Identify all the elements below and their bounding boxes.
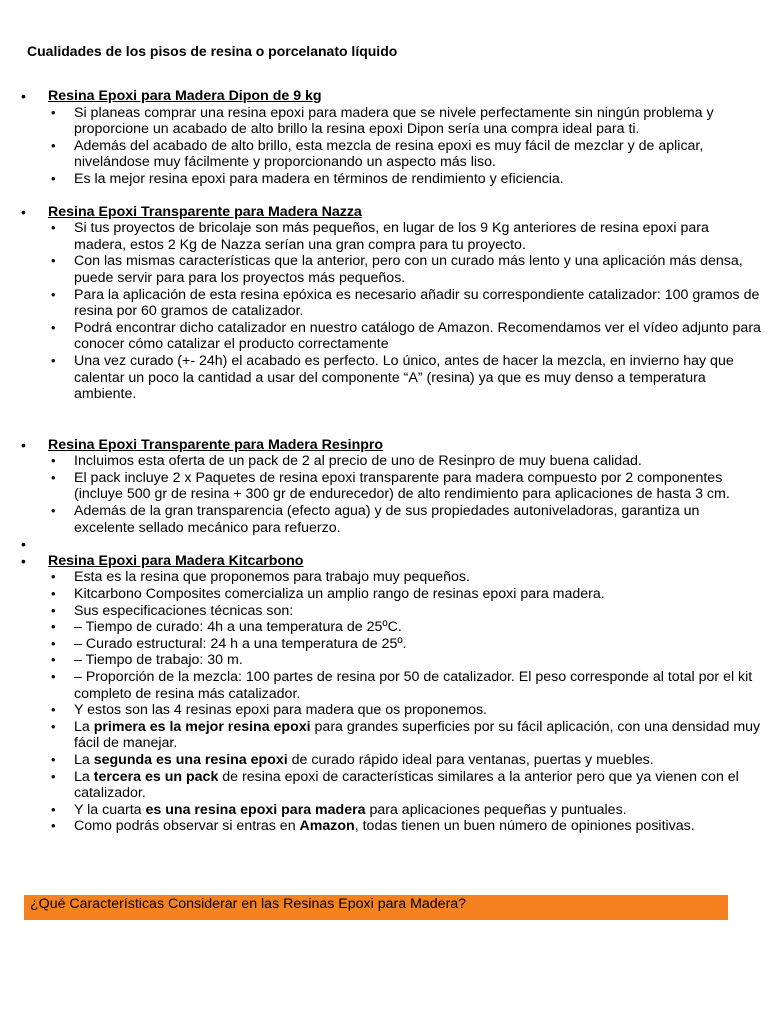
document-title: Cualidades de los pisos de resina o porcelanato líquido — [27, 43, 398, 59]
item-text: La — [74, 768, 94, 785]
list-item: • Una vez curado (+- 24h) el acabado es perfecto. Lo único, antes de hacer la mezcla, en invierno hay que calentar un poco la cantidad a usar del componente “A” (resina) ya que es muy denso a temperatura ambiente. — [48, 353, 762, 403]
list-item — [48, 752, 762, 769]
item-bold-text: Amazon — [299, 818, 355, 835]
item-text: de curado rápido ideal para ventanas, puertas y muebles. — [287, 751, 654, 768]
section-list — [0, 88, 768, 835]
list-item: • Además del acabado de alto brillo, esta mezcla de resina epoxi es muy fácil de mezclar y de aplicar, nivelándose muy fácilmente y proporcionando un aspecto más liso. — [48, 138, 762, 171]
list-item — [48, 769, 762, 802]
item-text: La — [74, 718, 94, 735]
list-item: • – Tiempo de trabajo: 30 m. — [48, 652, 762, 669]
item-text: Como podrás observar si entras en — [74, 818, 300, 835]
section-dipon — [0, 88, 768, 188]
section-nazza — [0, 204, 768, 403]
item-bold-text: tercera es un pack — [93, 768, 219, 785]
document-body — [0, 88, 768, 835]
highlight-heading-text: ¿Qué Características Considerar en las Resinas Epoxi para Madera? — [30, 896, 467, 912]
section-title: Resina Epoxi Transparente para Madera Nazza — [48, 203, 362, 220]
item-bold-text: primera es la mejor resina epoxi — [93, 718, 311, 735]
list-item: • Esta es la resina que proponemos para trabajo muy pequeños. — [48, 569, 762, 586]
list-item — [48, 719, 762, 752]
list-item — [48, 802, 762, 819]
list-item: • Para la aplicación de esta resina epóxica es necesario añadir su correspondiente catalizador: 100 gramos de resina por 60 gramos de catalizador. — [48, 287, 762, 320]
list-item: • Con las mismas características que la anterior, pero con un curado más lento y una aplicación más densa, puede servir para para los proyectos más pequeños. — [48, 253, 762, 286]
section-title: Resina Epoxi para Madera Kitcarbono — [48, 552, 304, 569]
list-item: • Kitcarbono Composites comercializa un amplio rango de resinas epoxi para madera. — [48, 586, 762, 603]
section-kitcarbono — [0, 553, 768, 835]
item-bold-text: es una resina epoxi para madera — [145, 801, 366, 818]
list-item: • Podrá encontrar dicho catalizador en nuestro catálogo de Amazon. Recomendamos ver el vídeo adjunto para conocer cómo catalizar el producto correctamente — [48, 320, 762, 353]
list-item: • Si tus proyectos de bricolaje son más pequeños, en lugar de los 9 Kg anteriores de resina epoxi para madera, estos 2 Kg de Nazza serían una gran compra para tu proyecto. — [48, 220, 762, 253]
list-item: • Si planeas comprar una resina epoxi para madera que se nivele perfectamente sin ningún problema y proporcione un acabado de alto brillo la resina epoxi Dipon sería una compra ideal para ti. — [48, 105, 762, 138]
item-text: de resina epoxi de características similares a la anterior pero que ya vienen con el catalizador. — [74, 768, 739, 802]
item-text: La — [74, 751, 94, 768]
list-item: • Es la mejor resina epoxi para madera en términos de rendimiento y eficiencia. — [48, 171, 762, 188]
section-items — [48, 569, 768, 835]
list-item: • El pack incluye 2 x Paquetes de resina epoxi transparente para madera compuesto por 2 componentes (incluye 500 gr de resina + 300 gr de endurecedor) de alto rendimiento para aplicaciones de hasta 3 cm. — [48, 470, 762, 503]
section-items — [48, 453, 768, 536]
section-title: Resina Epoxi para Madera Dipon de 9 kg — [48, 88, 322, 104]
item-text: , todas tienen un buen número de opiniones positivas. — [354, 818, 695, 835]
section-empty-bullet — [0, 536, 768, 553]
item-text: Y la cuarta — [74, 801, 146, 818]
section-items — [48, 105, 768, 188]
list-item: • Sus especificaciones técnicas son: — [48, 603, 762, 620]
section-resinpro — [0, 437, 768, 537]
section-items — [48, 220, 768, 403]
list-item: • Y estos son las 4 resinas epoxi para madera que os proponemos. — [48, 702, 762, 719]
item-text: para aplicaciones pequeñas y puntuales. — [365, 801, 627, 818]
item-bold-text: segunda es una resina epoxi — [93, 751, 288, 768]
list-item: • – Proporción de la mezcla: 100 partes de resina por 50 de catalizador. El peso corresponde al total por el kit completo de resina más catalizador. — [48, 669, 762, 702]
section-title: Resina Epoxi Transparente para Madera Resinpro — [48, 436, 384, 453]
list-item: • – Curado estructural: 24 h a una temperatura de 25º. — [48, 636, 762, 653]
list-item: • – Tiempo de curado: 4h a una temperatura de 25ºC. — [48, 619, 762, 636]
list-item: • Incluimos esta oferta de un pack de 2 al precio de uno de Resinpro de muy buena calidad. — [48, 453, 762, 470]
list-item: • Además de la gran transparencia (efecto agua) y de sus propiedades autoniveladoras, garantiza un excelente sellado mecánico para refuerzo. — [48, 503, 762, 536]
item-text: para grandes superficies por su fácil aplicación, con una densidad muy fácil de manejar. — [74, 718, 761, 752]
highlight-heading-bar — [24, 895, 728, 920]
list-item — [48, 818, 762, 835]
